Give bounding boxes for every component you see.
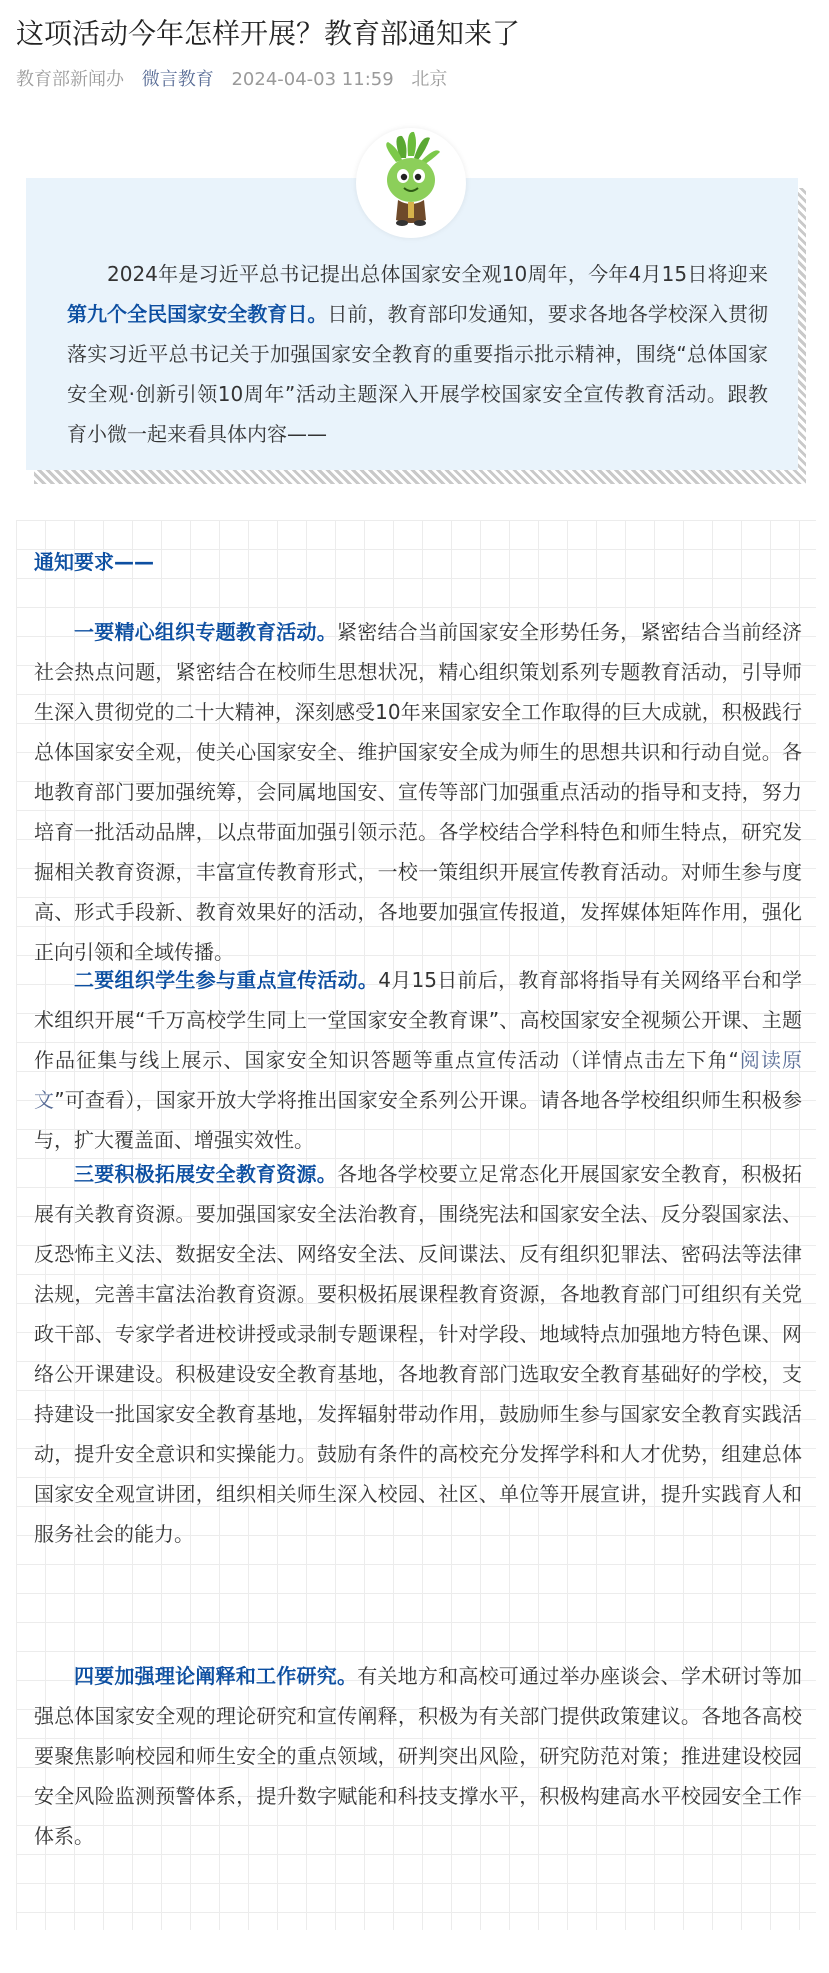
mascot-badge [356, 128, 466, 238]
notice-item-1-text: 紧密结合当前国家安全形势任务，紧密结合当前经济社会热点问题，紧密结合在校师生思想状况，精心组织策划系列专题教育活动，引导师生深入贯彻党的二十大精神，深刻感受10年来国家安全工作取得的巨大成就，积极践行总体国家安全观，使关心国家安全、维护国家安全成为师生的思想共识和行动自觉。各地教育部门要加强统筹，会同属地国安、宣传等部门加强重点活动的指导和支持，努力培育一批活动品牌，以点带面加强引领示范。各学校结合学科特色和师生特点，研究发掘相关教育资源，丰富宣传教育形式，一校一策组织开展宣传教育活动。对师生参与度高、形式手段新、教育效果好的活动，各地要加强宣传报道，发挥媒体矩阵作用，强化正向引领和全域传播。 [34, 620, 803, 964]
meta-location: 北京 [411, 69, 448, 90]
notice-item-4 [34, 1656, 802, 1856]
notice-heading: 通知要求—— [34, 550, 154, 574]
notice-item-2-text-after: ”可查看），国家开放大学将推出国家安全系列公开课。请各地各学校组织师生积极参与，扩大覆盖面、增强实效性。 [34, 1088, 802, 1152]
notice-item-2-text-before: 4月15日前后，教育部将指导有关网络平台和学术组织开展“千万高校学生同上一堂国家安全教育课”、高校国家安全视频公开课、主题作品征集与线上展示、国家安全知识答题等重点宣传活动（详情点击左下角“ [34, 968, 802, 1072]
notice-item-1-lead: 一要精心组织专题教育活动。 [74, 620, 337, 644]
notice-item-3-lead: 三要积极拓展安全教育资源。 [74, 1162, 337, 1186]
notice-item-3-text: 各地各学校要立足常态化开展国家安全教育，积极拓展有关教育资源。要加强国家安全法治教育，围绕宪法和国家安全法、反分裂国家法、反恐怖主义法、数据安全法、网络安全法、反间谍法、反有组织犯罪法、密码法等法律法规，完善丰富法治教育资源。要积极拓展课程教育资源，各地教育部门可组织有关党政干部、专家学者进校讲授或录制专题课程，针对学段、地域特点加强地方特色课、网络公开课建设。积极建设安全教育基地，各地教育部门选取安全教育基础好的学校，支持建设一批国家安全教育基地，发挥辐射带动作用，鼓励师生参与国家安全教育实践活动，提升安全意识和实操能力。鼓励有条件的高校充分发挥学科和人才优势，组建总体国家安全观宣讲团，组织相关师生深入校园、社区、单位等开展宣讲，提升实践育人和服务社会的能力。 [34, 1162, 803, 1546]
meta-account-link[interactable]: 微言教育 [141, 69, 214, 90]
meta-author: 教育部新闻办 [16, 69, 124, 90]
notice-item-1 [34, 612, 802, 972]
notice-item-2 [34, 960, 802, 1160]
notice-item-3 [34, 1154, 802, 1554]
meta-datetime: 2024-04-03 11:59 [231, 69, 394, 90]
intro-paragraph [67, 254, 768, 454]
article-meta [16, 66, 459, 94]
notice-item-4-text: 有关地方和高校可通过举办座谈会、学术研讨等加强总体国家安全观的理论研究和宣传阐释，积极为有关部门提供政策建议。各地各高校要聚焦影响校园和师生安全的重点领域，研判突出风险，研究防范对策；推进建设校园安全风险监测预警体系，提升数字赋能和科技支撑水平，积极构建高水平校园安全工作体系。 [34, 1664, 803, 1848]
green-mascot-icon [356, 128, 466, 238]
notice-item-4-lead: 四要加强理论阐释和工作研究。 [74, 1664, 358, 1688]
read-original-link[interactable]: 阅读原文 [34, 1048, 802, 1112]
intro-highlight: 第九个全民国家安全教育日。 [67, 302, 328, 326]
intro-text-before: 2024年是习近平总书记提出总体国家安全观10周年，今年4月15日将迎来 [107, 262, 768, 286]
notice-item-2-lead: 二要组织学生参与重点宣传活动。 [74, 968, 379, 992]
article-title: 这项活动今年怎样开展？教育部通知来了 [16, 17, 521, 50]
notice-section [16, 520, 816, 1930]
intro-text-after: 日前，教育部印发通知，要求各地各学校深入贯彻落实习近平总书记关于加强国家安全教育的重要指示批示精神，围绕“总体国家安全观·创新引领10周年”活动主题深入开展学校国家安全宣传教育活动。跟教育小微一起来看具体内容—— [67, 302, 769, 446]
